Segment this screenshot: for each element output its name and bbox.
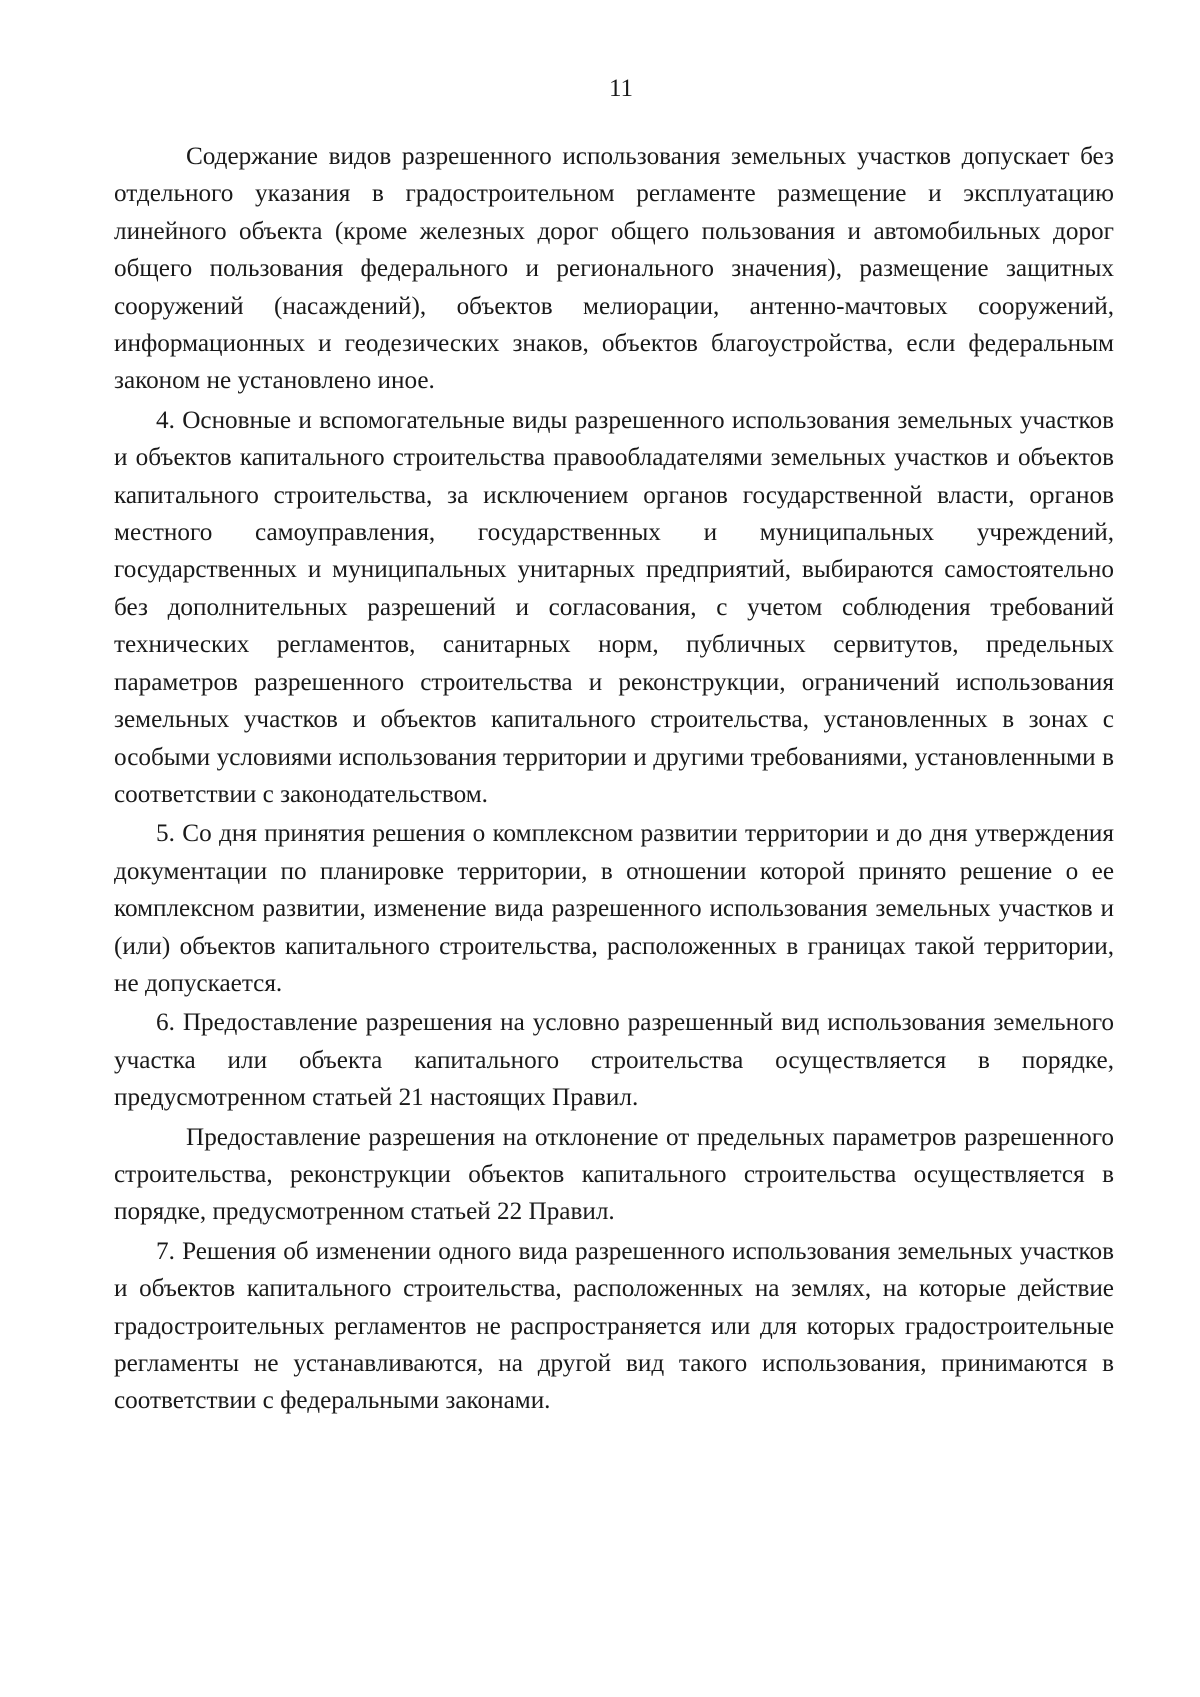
document-body	[114, 138, 1114, 1420]
paragraph-permitted-use-content: Содержание видов разрешенного использования земельных участков допускает без отдельного указания в градостроительном регламенте размещение и эксплуатацию линейного объекта (кроме железных дорог общего пользования и автомобильных дорог общего пользования федерального и регионального значения), размещение защитных сооружений (насаждений), объектов мелиорации, антенно-мачтовых сооружений, информационных и геодезических знаков, объектов благоустройства, если федеральным законом не установлено иное.	[114, 143, 1114, 395]
page-number: 11	[608, 75, 634, 102]
paragraph-item-5: 5. Со дня принятия решения о комплексном развитии территории и до дня утверждения документации по планировке территории, в отношении которой принято решение о ее комплексном развитии, изменение вида разрешенного использования земельных участков и (или) объектов капитального строительства, расположенных в границах такой территории, не допускается.	[114, 820, 1114, 997]
paragraph-item-4: 4. Основные и вспомогательные виды разрешенного использования земельных участков и объектов капитального строительства правообладателями земельных участков и объектов капитального строительства, за исключением органов государственной власти, органов местного самоуправления, государственных и муниципальных учреждений, государственных и муниципальных унитарных предприятий, выбираются самостоятельно без дополнительных разрешений и согласования, с учетом соблюдения требований технических регламентов, санитарных норм, публичных сервитутов, предельных параметров разрешенного строительства и реконструкции, ограничений использования земельных участков и объектов капитального строительства, установленных в зонах с особыми условиями использования территории и другими требованиями, установленными в соответствии с законодательством.	[114, 406, 1114, 808]
paragraph-deviation-permit: Предоставление разрешения на отклонение от предельных параметров разрешенного строительства, реконструкции объектов капитального строительства осуществляется в порядке, предусмотренном статьей 22 Правил.	[114, 1123, 1114, 1226]
paragraph-item-6: 6. Предоставление разрешения на условно разрешенный вид использования земельного участка или объекта капитального строительства осуществляется в порядке, предусмотренном статьей 21 настоящих Правил.	[114, 1009, 1114, 1112]
paragraph-item-7: 7. Решения об изменении одного вида разрешенного использования земельных участков и объектов капитального строительства, расположенных на землях, на которые действие градостроительных регламентов не распространяется или для которых градостроительные регламенты не устанавливаются, на другой вид такого использования, принимаются в соответствии с федеральными законами.	[114, 1237, 1114, 1415]
